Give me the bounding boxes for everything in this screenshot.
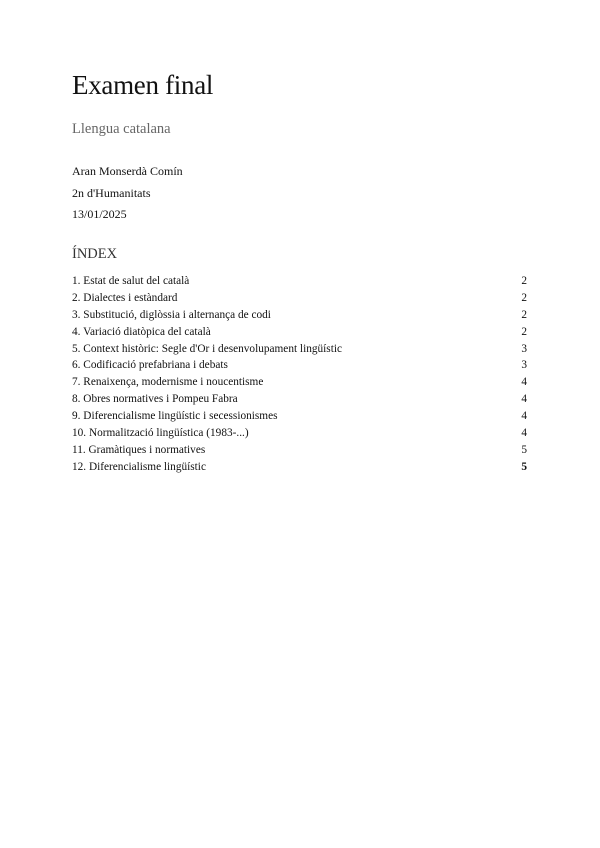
- toc-entry-page: 5: [521, 460, 527, 473]
- toc-entry[interactable]: [72, 442, 528, 459]
- author-name: Aran Monserdà Comín: [72, 164, 183, 178]
- toc-entry-page: 2: [521, 291, 527, 304]
- toc-entry-page: 2: [521, 308, 527, 321]
- toc-entry-label: 7. Renaixença, modernisme i noucentisme: [72, 376, 264, 389]
- toc-entry-label: 12. Diferencialisme lingüístic: [72, 460, 206, 473]
- toc-entry-page: 4: [521, 376, 527, 389]
- toc-entry-label: 2. Dialectes i estàndard: [72, 291, 178, 304]
- toc-entry-page: 2: [521, 275, 527, 287]
- toc-entry[interactable]: [72, 357, 528, 374]
- toc-entry-label: 9. Diferencialisme lingüístic i secessionismes: [72, 410, 278, 423]
- toc-entry[interactable]: [72, 408, 528, 425]
- toc-entry-label: 1. Estat de salut del català: [72, 275, 190, 287]
- toc-heading: ÍNDEX: [72, 246, 118, 262]
- document-meta: [72, 161, 183, 226]
- table-of-contents: [72, 273, 528, 476]
- toc-entry-label: 11. Gramàtiques i normatives: [72, 443, 206, 456]
- toc-entry[interactable]: [72, 290, 528, 307]
- toc-entry[interactable]: [72, 374, 528, 391]
- document-title: Examen final: [72, 70, 214, 100]
- toc-entry-page: 4: [521, 427, 527, 440]
- toc-entry-page: 3: [521, 342, 527, 355]
- course-name: 2n d'Humanitats: [72, 185, 151, 200]
- toc-entry-page: 2: [521, 325, 527, 338]
- toc-entry[interactable]: [72, 341, 528, 358]
- toc-entry-page: 4: [521, 393, 527, 406]
- toc-entry[interactable]: [72, 459, 528, 476]
- toc-entry-label: 5. Context històric: Segle d'Or i desenvolupament lingüístic: [72, 342, 342, 355]
- toc-entry-label: 3. Substitució, diglòssia i alternança de codi: [72, 308, 271, 321]
- toc-entry-page: 3: [521, 359, 527, 372]
- toc-entry-label: 10. Normalització lingüística (1983-...): [72, 427, 249, 440]
- toc-entry[interactable]: [72, 425, 528, 442]
- toc-entry[interactable]: [72, 307, 528, 324]
- toc-entry[interactable]: [72, 324, 528, 341]
- document-subtitle: Llengua catalana: [72, 121, 171, 137]
- toc-entry[interactable]: [72, 273, 528, 290]
- toc-entry[interactable]: [72, 391, 528, 408]
- toc-entry-page: 4: [521, 410, 527, 423]
- toc-entry-label: 6. Codificació prefabriana i debats: [72, 359, 228, 372]
- toc-entry-page: 5: [521, 443, 527, 456]
- toc-entry-label: 4. Variació diatòpica del català: [72, 325, 211, 338]
- toc-entry-label: 8. Obres normatives i Pompeu Fabra: [72, 393, 238, 406]
- document-date: 13/01/2025: [72, 207, 127, 221]
